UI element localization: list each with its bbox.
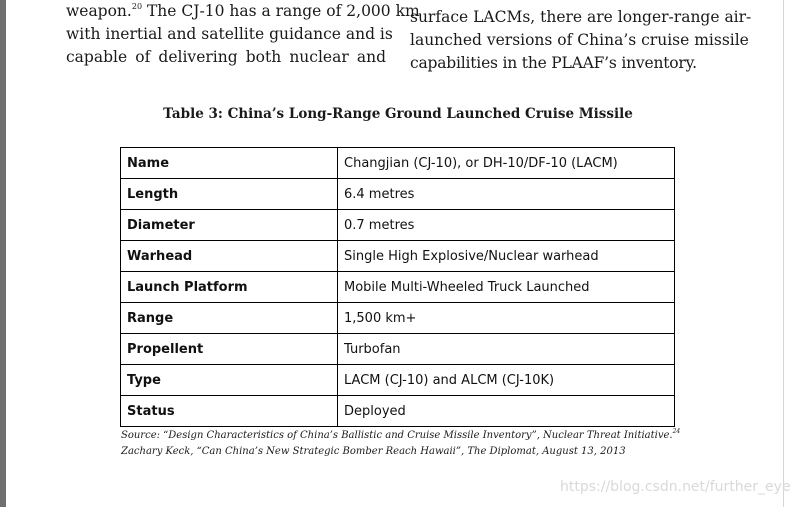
row-value: 1,500 km+ bbox=[338, 303, 675, 334]
table-row bbox=[121, 396, 675, 427]
table-row bbox=[121, 241, 675, 272]
source-line bbox=[121, 428, 681, 444]
body-column-right bbox=[410, 6, 752, 75]
missile-spec-table bbox=[120, 147, 675, 427]
row-value: Single High Explosive/Nuclear warhead bbox=[338, 241, 675, 272]
page-edge-right bbox=[783, 0, 784, 507]
row-value: 0.7 metres bbox=[338, 210, 675, 241]
row-value: Turbofan bbox=[338, 334, 675, 365]
row-value: Mobile Multi-Wheeled Truck Launched bbox=[338, 272, 675, 303]
table-row bbox=[121, 334, 675, 365]
body-line: capable of delivering both nuclear and bbox=[66, 48, 386, 66]
row-key: Diameter bbox=[121, 210, 338, 241]
body-line: capabilities in the PLAAF’s inventory. bbox=[410, 54, 697, 72]
row-value: LACM (CJ-10) and ALCM (CJ-10K) bbox=[338, 365, 675, 396]
source-text: Source: “Design Characteristics of China’s Ballistic and Cruise Missile Inventory”, Nuclear Threat Initiative. bbox=[121, 430, 673, 441]
row-key: Name bbox=[121, 148, 338, 179]
body-line: surface LACMs, there are longer-range air- bbox=[410, 8, 752, 26]
row-value: Deployed bbox=[338, 396, 675, 427]
table-source-note bbox=[121, 428, 681, 460]
row-key: Range bbox=[121, 303, 338, 334]
row-value: Changjian (CJ-10), or DH-10/DF-10 (LACM) bbox=[338, 148, 675, 179]
row-value: 6.4 metres bbox=[338, 179, 675, 210]
row-key: Status bbox=[121, 396, 338, 427]
table-row bbox=[121, 179, 675, 210]
window-border-left bbox=[0, 0, 6, 507]
footnote-marker[interactable]: 20 bbox=[131, 2, 143, 11]
body-column-left bbox=[66, 0, 420, 69]
body-text: weapon. bbox=[66, 2, 132, 20]
table-row bbox=[121, 365, 675, 396]
row-key: Propellent bbox=[121, 334, 338, 365]
table-row bbox=[121, 303, 675, 334]
row-key: Type bbox=[121, 365, 338, 396]
row-key: Launch Platform bbox=[121, 272, 338, 303]
body-line: with inertial and satellite guidance and is bbox=[66, 25, 393, 43]
table-row bbox=[121, 148, 675, 179]
footnote-marker[interactable]: 24 bbox=[672, 428, 681, 435]
body-line: launched versions of China’s cruise missile bbox=[410, 31, 749, 49]
source-line: Zachary Keck, “Can China’s New Strategic Bomber Reach Hawaii”, The Diplomat, August 13, 2013 bbox=[121, 446, 626, 457]
row-key: Length bbox=[121, 179, 338, 210]
table-title: Table 3: China’s Long-Range Ground Launched Cruise Missile bbox=[163, 106, 633, 122]
body-line bbox=[66, 0, 420, 23]
table-row bbox=[121, 272, 675, 303]
row-key: Warhead bbox=[121, 241, 338, 272]
table-row bbox=[121, 210, 675, 241]
body-text: The CJ-10 has a range of 2,000 km bbox=[142, 2, 420, 20]
watermark: https://blog.csdn.net/further_eye bbox=[560, 479, 791, 495]
